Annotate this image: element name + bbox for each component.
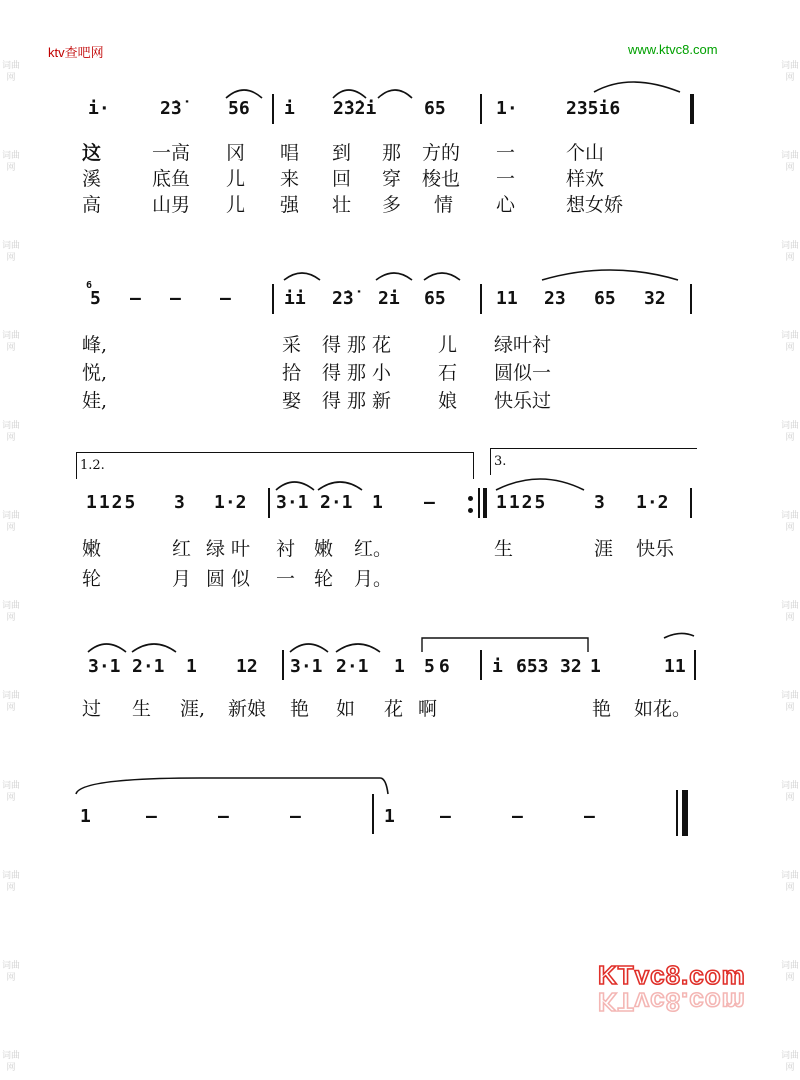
bar-line [282,650,284,680]
final-bar-thin [676,790,678,836]
lyric: 这 [82,142,102,164]
note: – [170,288,181,309]
lyric: 儿 [226,194,246,216]
final-bar-thick [682,790,688,836]
note: – [424,492,435,513]
lyric: 红 [172,538,192,560]
bar-line [690,94,694,124]
lyric: 悦, [82,362,108,384]
note: 3 [174,492,185,513]
lyric: 衬 [276,538,296,560]
site-logo-reflection: KTvc8.com [598,987,746,1017]
lyric: 快乐过 [494,390,552,412]
side-watermark-left: 词曲网 词曲网 词曲网 词曲网 词曲网 词曲网 词曲网 词曲网 词曲网 词曲网 词曲网 词曲网 [2,61,21,1073]
lyric: 到 [332,142,352,164]
lyric: 冈 [226,142,246,164]
lyric: 得那新 [322,390,398,412]
lyric: 新娘 [228,698,267,720]
score-line-4 [0,630,800,730]
note: 11 [496,288,518,309]
grace-note: 6 [86,280,93,291]
note: 1 [372,492,383,513]
lyric: 回 [332,168,352,190]
lyric: 花 [384,698,404,720]
score-line-1 [0,80,800,220]
volta-label-2: 3. [494,454,507,469]
note: 32 [560,656,582,677]
note: 11 [664,656,686,677]
lyric: 一 [276,568,296,590]
lyric: 涯, [180,698,206,720]
bar-line [694,650,696,680]
lyric: 绿叶衬 [494,334,552,356]
note: 2̇3̇ [160,98,182,119]
lyric: 高 [82,194,102,216]
lyric: 月 [172,568,192,590]
note: 32 [644,288,666,309]
bar-line [690,284,692,314]
note: 1 [384,806,395,827]
lyric: 圆似一 [494,362,552,384]
lyric: 情 [434,194,454,216]
lyric: 生 [132,698,152,720]
slur-marks [0,770,800,810]
note: – [512,806,523,827]
lyric: 一 [496,168,516,190]
note: 23 [544,288,566,309]
note: 235i6 [566,98,621,119]
note: – [220,288,231,309]
note: 65 [594,288,616,309]
lyric: 一高 [152,142,191,164]
note: 3 [594,492,605,513]
bar-line [480,284,482,314]
note: – [218,806,229,827]
lyric: 想女娇 [566,194,624,216]
note: 1125 [86,492,138,513]
watermark-right: www.ktvc8.com [628,42,718,57]
lyric: 多 [382,194,402,216]
lyric: 娶 [282,390,302,412]
note: 2·1 [320,492,353,513]
bar-line [483,488,487,518]
lyric: 拾 [282,362,302,384]
lyric: 轮 [82,568,102,590]
lyric: 嫩 [82,538,102,560]
lyric: 啊 [418,698,438,720]
note: 1125 [496,492,548,513]
lyric: 涯 [594,538,614,560]
note: – [130,288,141,309]
note: 653 [516,656,549,677]
lyric: 石 [438,362,458,384]
note: – [584,806,595,827]
note: – [146,806,157,827]
note: 2̇3̇2̇i [333,98,377,119]
score-line-5 [0,770,800,850]
lyric: 采 [282,334,302,356]
note: – [290,806,301,827]
watermark-left: ktv查吧网 [48,45,104,60]
note: – [440,806,451,827]
lyric: 艳 [290,698,310,720]
lyric: 心 [496,194,516,216]
note: 56 [228,98,250,119]
note: 1· [496,98,518,119]
lyric: 来 [280,168,300,190]
slur-marks [0,80,800,120]
note: 65 [424,98,446,119]
note: i [284,98,295,119]
note: i [492,656,503,677]
note: 3·1 [88,656,121,677]
note: 1·2 [636,492,669,513]
lyric: 儿 [438,334,458,356]
volta-label-1: 1.2. [80,458,105,473]
lyric: 圆似 [206,568,257,590]
score-line-2 [0,268,800,418]
lyric: 那 [382,142,402,164]
lyric: 得那花 [322,334,398,356]
lyric: 方的 [422,142,461,164]
note: 2·1 [336,656,369,677]
lyric: 艳 [592,698,612,720]
lyric: 峰, [82,334,108,356]
note: 5 [90,288,101,309]
bar-line [268,488,270,518]
bar-line [272,284,274,314]
note: 1·2 [214,492,247,513]
note: 1 [186,656,197,677]
lyric: 强 [280,194,300,216]
slur-marks [0,268,800,308]
lyric: 如花。 [634,698,692,720]
lyric: 嫩 [314,538,334,560]
lyric: 山男 [152,194,191,216]
bar-line [480,650,482,680]
note: 3·1 [290,656,323,677]
lyric: 溪 [82,168,102,190]
lyric: 个山 [566,142,605,164]
lyric: 红。 [354,538,393,560]
lyric: 娘 [438,390,458,412]
lyric: 过 [82,698,102,720]
note: 2̇3̇ [332,288,354,309]
bar-line [272,94,274,124]
note: 2̇i [378,288,400,309]
lyric: 样欢 [566,168,605,190]
side-watermark-right: 词曲网 词曲网 词曲网 词曲网 词曲网 词曲网 词曲网 词曲网 词曲网 词曲网 词曲网 词曲网 [781,61,800,1073]
note: 12 [236,656,258,677]
lyric: 穿 [382,168,402,190]
note: i· [88,98,110,119]
bar-line [690,488,692,518]
note: 56 [424,656,454,677]
note: 65 [424,288,446,309]
lyric: 儿 [226,168,246,190]
lyric: 轮 [314,568,334,590]
lyric: 娃, [82,390,108,412]
lyric: 底鱼 [152,168,191,190]
note: ii [284,288,306,309]
lyric: 唱 [280,142,300,164]
note: 1 [394,656,405,677]
lyric: 得那小 [322,362,398,384]
site-logo: KTvc8.com [598,960,746,990]
note: 3·1 [276,492,309,513]
lyric: 快乐 [636,538,675,560]
bar-line [372,794,374,834]
score-line-3 [0,446,800,596]
lyric: 月。 [354,568,393,590]
lyric: 一 [496,142,516,164]
bar-line [478,488,480,518]
repeat-dot [468,508,473,513]
lyric: 壮 [332,194,352,216]
lyric: 如 [336,698,356,720]
lyric: 绿叶 [206,538,257,560]
note: 1 [80,806,91,827]
lyric: 梭也 [422,168,461,190]
repeat-dot [468,496,473,501]
bar-line [480,94,482,124]
note: 1 [590,656,601,677]
lyric: 生 [494,538,514,560]
note: 2·1 [132,656,165,677]
